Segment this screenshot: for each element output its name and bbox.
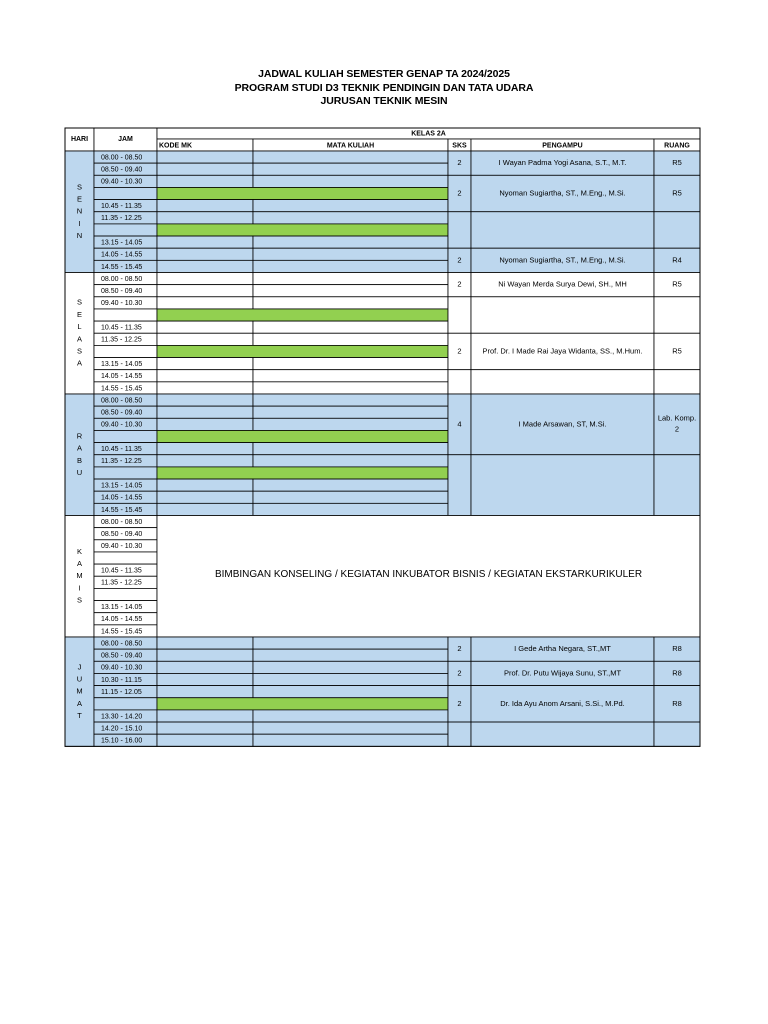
lecturer-name-jumat: I Gede Artha Negara, ST.,MT: [514, 644, 611, 654]
kode-mk-cell-rabu: [157, 491, 253, 503]
day-letter-senin: I: [78, 218, 81, 228]
kode-mk-cell-senin: [157, 200, 253, 212]
break-row-rabu: [157, 430, 448, 442]
time-label-jumat: 11.15 - 12.05: [101, 689, 142, 697]
time-label-jumat: 14.20 - 15.10: [101, 725, 143, 733]
time-label-senin: 08.00 - 08.50: [101, 154, 143, 162]
pengampu-cell-rabu: [471, 455, 654, 516]
room-value-selasa: R5: [672, 346, 682, 356]
mata-kuliah-cell-selasa: [253, 321, 448, 333]
ruang-cell-selasa: [654, 370, 700, 394]
mata-kuliah-cell-rabu: [253, 455, 448, 467]
mata-kuliah-cell-selasa: [253, 297, 448, 309]
mata-kuliah-cell-selasa: [253, 358, 448, 370]
time-label-rabu: 09.40 - 10.30: [101, 421, 143, 429]
day-letter-jumat: M: [76, 686, 83, 696]
kode-mk-cell-senin: [157, 175, 253, 187]
mata-kuliah-cell-selasa: [253, 333, 448, 345]
kode-mk-cell-selasa: [157, 382, 253, 394]
time-label-selasa: 13.15 - 14.05: [101, 360, 143, 368]
kode-mk-cell-jumat: [157, 734, 253, 746]
time-slot-senin: [94, 224, 157, 236]
time-label-senin: 10.45 - 11.35: [101, 203, 142, 211]
sks-value-senin: 2: [457, 188, 462, 198]
mata-kuliah-cell-jumat: [253, 661, 448, 673]
day-letter-jumat: U: [76, 674, 83, 684]
mata-kuliah-cell-senin: [253, 151, 448, 163]
time-label-rabu: 08.50 - 09.40: [101, 409, 143, 417]
kode-mk-cell-senin: [157, 236, 253, 248]
time-slot-selasa: [94, 345, 157, 357]
room-value-rabu: 2: [674, 424, 680, 434]
activity-note: BIMBINGAN KONSELING / KEGIATAN INKUBATOR BISNIS / KEGIATAN EKSTARKURIKULER: [214, 568, 643, 580]
sks-value-rabu: 4: [457, 419, 462, 429]
sks-cell-selasa: [448, 297, 471, 333]
kode-mk-cell-rabu: [157, 394, 253, 406]
time-label-rabu: 13.15 - 14.05: [101, 482, 143, 490]
sks-value-jumat: 2: [457, 644, 462, 654]
day-letter-kamis: I: [78, 583, 81, 593]
kode-mk-cell-jumat: [157, 673, 253, 685]
header-kelas: KELAS 2A: [411, 130, 446, 138]
day-letter-jumat: A: [76, 698, 83, 708]
mata-kuliah-cell-jumat: [253, 722, 448, 734]
kode-mk-cell-senin: [157, 248, 253, 260]
time-label-rabu: 14.05 - 14.55: [101, 494, 143, 502]
time-slot-rabu: [94, 467, 157, 479]
day-letter-rabu: B: [76, 455, 83, 465]
time-label-jumat: 08.00 - 08.50: [101, 640, 143, 648]
mata-kuliah-cell-rabu: [253, 394, 448, 406]
mata-kuliah-cell-senin: [253, 200, 448, 212]
time-label-senin: 14.55 - 15.45: [101, 263, 143, 271]
ruang-cell-jumat: [654, 722, 700, 746]
day-letter-selasa: E: [76, 309, 83, 319]
kode-mk-cell-rabu: [157, 503, 253, 515]
ruang-cell-selasa: [654, 297, 700, 333]
room-value-senin: R4: [672, 255, 682, 265]
time-label-senin: 11.35 - 12.25: [101, 215, 142, 223]
header-jam: JAM: [118, 135, 133, 143]
kode-mk-cell-rabu: [157, 406, 253, 418]
time-label-rabu: 14.55 - 15.45: [101, 506, 143, 514]
day-letter-senin: N: [76, 206, 83, 216]
mata-kuliah-cell-jumat: [253, 734, 448, 746]
time-label-senin: 13.15 - 14.05: [101, 239, 143, 247]
lecturer-name-rabu: I Made Arsawan, ST, M.Si.: [518, 419, 607, 429]
lecturer-name-selasa: Prof. Dr. I Made Rai Jaya Widanta, SS., M.Hum.: [482, 346, 643, 356]
mata-kuliah-cell-rabu: [253, 443, 448, 455]
time-slot-senin: [94, 187, 157, 199]
header-kode-mk: KODE MK: [159, 142, 193, 150]
time-slot-kamis: [94, 552, 157, 564]
kode-mk-cell-senin: [157, 212, 253, 224]
room-value-selasa: R5: [672, 279, 682, 289]
kode-mk-cell-jumat: [157, 722, 253, 734]
kode-mk-cell-selasa: [157, 297, 253, 309]
pengampu-cell-senin: [471, 212, 654, 248]
header-mata-kuliah: MATA KULIAH: [326, 142, 375, 150]
sks-cell-senin: [448, 212, 471, 248]
time-label-jumat: 15.10 - 16.00: [101, 737, 143, 745]
day-letter-selasa: A: [76, 358, 83, 368]
lecturer-name-senin: I Wayan Padma Yogi Asana, S.T., M.T.: [498, 158, 627, 168]
mata-kuliah-cell-rabu: [253, 491, 448, 503]
break-row-rabu: [157, 467, 448, 479]
mata-kuliah-cell-rabu: [253, 406, 448, 418]
day-letter-selasa: A: [76, 334, 83, 344]
header-hari: HARI: [70, 135, 89, 143]
kode-mk-cell-selasa: [157, 321, 253, 333]
time-label-selasa: 14.05 - 14.55: [101, 373, 143, 381]
mata-kuliah-cell-senin: [253, 236, 448, 248]
break-row-senin: [157, 187, 448, 199]
mata-kuliah-cell-rabu: [253, 479, 448, 491]
mata-kuliah-cell-jumat: [253, 649, 448, 661]
kode-mk-cell-selasa: [157, 285, 253, 297]
day-letter-selasa: S: [76, 297, 83, 307]
day-letter-kamis: M: [76, 571, 83, 581]
header-pengampu: PENGAMPU: [542, 142, 583, 150]
mata-kuliah-cell-jumat: [253, 710, 448, 722]
time-label-jumat: 13.30 - 14.20: [101, 713, 143, 721]
time-label-selasa: 09.40 - 10.30: [101, 300, 143, 308]
sks-cell-selasa: [448, 370, 471, 394]
day-letter-rabu: U: [76, 468, 83, 478]
lecturer-name-jumat: Dr. Ida Ayu Anom Arsani, S.Si., M.Pd.: [500, 698, 625, 708]
sks-cell-rabu: [448, 455, 471, 516]
kode-mk-cell-selasa: [157, 370, 253, 382]
kode-mk-cell-rabu: [157, 479, 253, 491]
mata-kuliah-cell-rabu: [253, 503, 448, 515]
kode-mk-cell-senin: [157, 151, 253, 163]
header-ruang: RUANG: [664, 142, 690, 150]
kode-mk-cell-jumat: [157, 649, 253, 661]
break-row-selasa: [157, 345, 448, 357]
sks-cell-jumat: [448, 722, 471, 746]
kode-mk-cell-jumat: [157, 686, 253, 698]
day-letter-kamis: S: [76, 595, 83, 605]
title-line-2: PROGRAM STUDI D3 TEKNIK PENDINGIN DAN TATA UDARA: [234, 81, 534, 94]
time-label-selasa: 14.55 - 15.45: [101, 385, 143, 393]
time-label-rabu: 10.45 - 11.35: [101, 446, 142, 454]
time-label-kamis: 14.55 - 15.45: [101, 628, 143, 636]
mata-kuliah-cell-senin: [253, 175, 448, 187]
time-label-kamis: 09.40 - 10.30: [101, 543, 143, 551]
ruang-cell-rabu: [654, 455, 700, 516]
time-slot-kamis: [94, 588, 157, 600]
day-letter-selasa: S: [76, 346, 83, 356]
mata-kuliah-cell-rabu: [253, 418, 448, 430]
day-letter-senin: N: [76, 231, 83, 241]
document-header: [0, 68, 768, 109]
time-label-kamis: 14.05 - 14.55: [101, 616, 143, 624]
break-row-selasa: [157, 309, 448, 321]
room-value-jumat: R8: [672, 698, 682, 708]
room-value-rabu: Lab. Komp.: [657, 413, 697, 423]
kode-mk-cell-selasa: [157, 333, 253, 345]
time-slot-selasa: [94, 309, 157, 321]
time-label-kamis: 08.50 - 09.40: [101, 531, 143, 539]
sks-value-senin: 2: [457, 158, 462, 168]
mata-kuliah-cell-jumat: [253, 686, 448, 698]
kode-mk-cell-rabu: [157, 455, 253, 467]
time-label-selasa: 10.45 - 11.35: [101, 324, 142, 332]
room-value-senin: R5: [672, 158, 682, 168]
day-letter-selasa: L: [77, 322, 82, 332]
kode-mk-cell-jumat: [157, 710, 253, 722]
sks-value-selasa: 2: [457, 346, 462, 356]
mata-kuliah-cell-senin: [253, 260, 448, 272]
mata-kuliah-cell-selasa: [253, 285, 448, 297]
sks-value-selasa: 2: [457, 279, 462, 289]
kode-mk-cell-senin: [157, 163, 253, 175]
kode-mk-cell-selasa: [157, 273, 253, 285]
sks-value-jumat: 2: [457, 668, 462, 678]
header-sks: SKS: [452, 142, 467, 150]
pengampu-cell-jumat: [471, 722, 654, 746]
time-label-senin: 08.50 - 09.40: [101, 166, 143, 174]
lecturer-name-senin: Nyoman Sugiartha, ST., M.Eng., M.Si.: [499, 255, 626, 265]
time-label-selasa: 11.35 - 12.25: [101, 336, 142, 344]
mata-kuliah-cell-jumat: [253, 637, 448, 649]
break-row-senin: [157, 224, 448, 236]
time-label-jumat: 10.30 - 11.15: [101, 676, 142, 684]
pengampu-cell-selasa: [471, 370, 654, 394]
time-label-kamis: 10.45 - 11.35: [101, 567, 142, 575]
mata-kuliah-cell-selasa: [253, 382, 448, 394]
day-letter-jumat: J: [77, 662, 82, 672]
day-letter-rabu: R: [76, 431, 83, 441]
break-row-jumat: [157, 698, 448, 710]
lecturer-name-jumat: Prof. Dr. Putu Wijaya Sunu, ST.,MT: [503, 668, 622, 678]
kode-mk-cell-senin: [157, 260, 253, 272]
day-letter-rabu: A: [76, 443, 83, 453]
sks-value-senin: 2: [457, 255, 462, 265]
room-value-jumat: R8: [672, 644, 682, 654]
room-value-jumat: R8: [672, 668, 682, 678]
kode-mk-cell-selasa: [157, 358, 253, 370]
day-letter-senin: S: [76, 182, 83, 192]
time-slot-rabu: [94, 430, 157, 442]
title-line-1: JADWAL KULIAH SEMESTER GENAP TA 2024/2025: [258, 68, 510, 80]
mata-kuliah-cell-selasa: [253, 370, 448, 382]
kode-mk-cell-jumat: [157, 661, 253, 673]
time-label-rabu: 08.00 - 08.50: [101, 397, 143, 405]
ruang-cell-senin: [654, 212, 700, 248]
kode-mk-cell-rabu: [157, 443, 253, 455]
day-cell-selasa: [65, 273, 94, 395]
time-label-rabu: 11.35 - 12.25: [101, 458, 142, 466]
day-letter-jumat: T: [77, 711, 82, 721]
lecturer-name-selasa: Ni Wayan Merda Surya Dewi, SH., MH: [498, 279, 627, 289]
pengampu-cell-selasa: [471, 297, 654, 333]
time-label-kamis: 11.35 - 12.25: [101, 579, 142, 587]
time-label-selasa: 08.00 - 08.50: [101, 275, 143, 283]
mata-kuliah-cell-senin: [253, 163, 448, 175]
day-letter-senin: E: [76, 194, 83, 204]
day-letter-kamis: A: [76, 559, 83, 569]
mata-kuliah-cell-senin: [253, 248, 448, 260]
time-label-jumat: 08.50 - 09.40: [101, 652, 143, 660]
kode-mk-cell-jumat: [157, 637, 253, 649]
mata-kuliah-cell-senin: [253, 212, 448, 224]
sks-value-jumat: 2: [457, 698, 462, 708]
time-label-selasa: 08.50 - 09.40: [101, 288, 143, 296]
title-line-3: JURUSAN TEKNIK MESIN: [320, 95, 448, 107]
mata-kuliah-cell-selasa: [253, 273, 448, 285]
time-label-senin: 09.40 - 10.30: [101, 178, 143, 186]
lecturer-name-senin: Nyoman Sugiartha, ST., M.Eng., M.Si.: [499, 188, 626, 198]
time-label-kamis: 08.00 - 08.50: [101, 518, 143, 526]
room-value-senin: R5: [672, 188, 682, 198]
time-label-jumat: 09.40 - 10.30: [101, 664, 143, 672]
kode-mk-cell-rabu: [157, 418, 253, 430]
time-label-senin: 14.05 - 14.55: [101, 251, 143, 259]
time-label-kamis: 13.15 - 14.05: [101, 603, 143, 611]
day-cell-rabu: [65, 394, 94, 516]
mata-kuliah-cell-jumat: [253, 673, 448, 685]
day-letter-kamis: K: [76, 546, 83, 556]
time-slot-jumat: [94, 698, 157, 710]
